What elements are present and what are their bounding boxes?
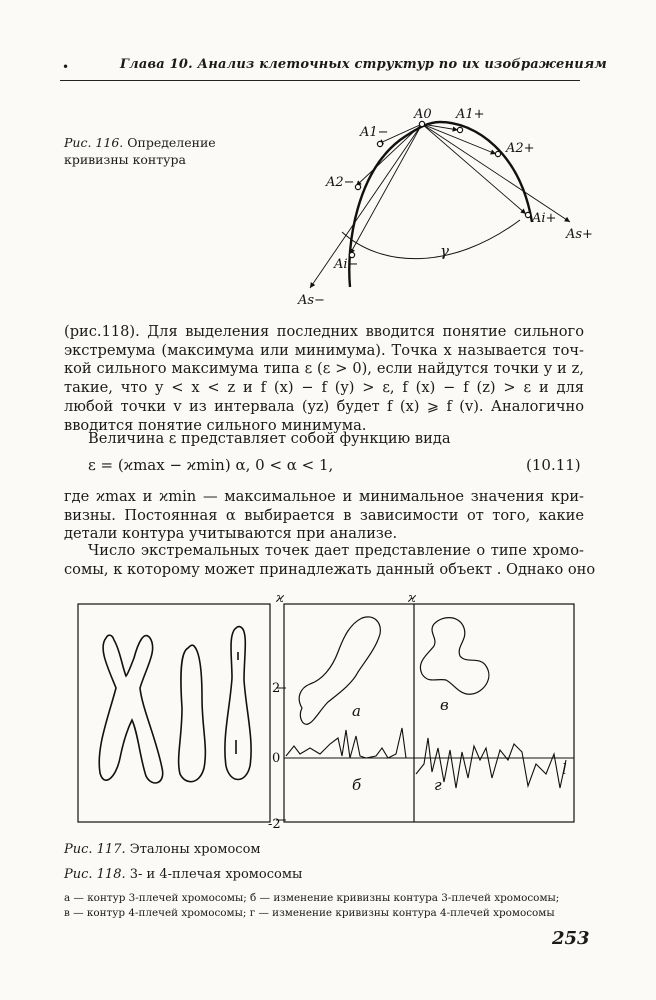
label-g: г	[434, 776, 442, 794]
contour-a	[299, 617, 380, 724]
axis-kappa-right: ϰ	[408, 591, 417, 606]
figure-116-diagram	[280, 92, 600, 312]
text-line: вводится понятие сильного минимума.	[64, 416, 367, 434]
figures-117-118	[76, 588, 586, 838]
label-A1-minus: A1−	[360, 125, 389, 140]
tick-minus-2: -2	[268, 817, 281, 832]
label-A1-plus: A1+	[456, 107, 485, 122]
text-line: детали контура учитываются при анализе.	[64, 525, 398, 543]
label-A0: A0	[414, 107, 432, 122]
axis-kappa-left: ϰ	[276, 591, 285, 606]
figure-117-label: Рис. 117.	[64, 842, 126, 857]
figure-116-text: Определение кривизны контура	[64, 135, 216, 167]
header-bullet: •	[62, 60, 70, 74]
tick-0: 0	[272, 751, 281, 766]
label-As-minus: As−	[298, 293, 325, 308]
contour-curve	[349, 122, 532, 287]
figure-118-label: Рис. 118.	[64, 867, 126, 882]
figure-118-frame	[284, 604, 574, 822]
text-line: (рис.118). Для выделения последних вводится понятие сильного	[64, 323, 584, 340]
figure-118-text: 3- и 4-плечая хромосомы	[129, 867, 303, 882]
page-number: 253	[552, 928, 590, 949]
figure-118-caption	[64, 867, 302, 882]
text-line: любой точки v из интервала (yz) будет f (x) ⩾ f (v). Аналогично	[64, 397, 584, 415]
label-gamma: γ	[440, 242, 449, 260]
tick-2: 2	[272, 681, 281, 696]
label-Ai-minus: Ai−	[334, 257, 359, 272]
label-a: а	[352, 702, 361, 720]
legend-line: в — контур 4-плечей хромосомы; г — изменение кривизны контура 4-плечей хромосомы	[64, 907, 555, 919]
paragraph-epsilon-intro: Величина ε представляет собой функцию вида	[88, 430, 451, 447]
text-line: кой сильного максимума типа ε (ε > 0), если найдутся точки y и z,	[64, 360, 584, 378]
contour-v	[420, 618, 489, 695]
curve-b	[286, 728, 406, 758]
text-line: где ϰmax и ϰmin — максимальное и минимальное значения кри-	[64, 488, 584, 505]
gamma-arc	[342, 220, 520, 259]
text-line: такие, что y < x < z и f (x) − f (y) > ε, f (x) − f (z) > ε и для	[64, 379, 584, 397]
text-line: Число экстремальных точек дает представление о типе хромо-	[88, 542, 584, 559]
figure-117-caption	[64, 842, 261, 857]
legend-line: а — контур 3-плечей хромосомы; б — изменение кривизны контура 3-плечей хромосомы;	[64, 892, 560, 904]
label-A2-plus: A2+	[506, 141, 535, 156]
label-A2-minus: A2−	[326, 175, 355, 190]
figure-116-caption	[64, 134, 284, 168]
paragraph-kappa	[64, 488, 584, 544]
running-head: Глава 10. Анализ клеточных структур по их изображениям	[120, 57, 607, 72]
label-v: в	[440, 696, 449, 714]
text-line: визны. Постоянная α выбирается в зависимости от того, какие	[64, 506, 584, 524]
label-b: б	[352, 776, 362, 794]
figure-116-label: Рис. 116.	[64, 135, 124, 150]
label-l: l	[562, 760, 567, 778]
formula-10-11: ε = (ϰmax − ϰmin) α, 0 < α < 1,	[88, 456, 334, 474]
label-As-plus: As+	[566, 227, 593, 242]
label-Ai-plus: Ai+	[532, 211, 557, 226]
text-line: экстремума (максимума или минимума). Точка x называется точ-	[64, 341, 584, 359]
paragraph-strong-extremum	[64, 323, 584, 435]
paragraph-extremal-points	[64, 542, 596, 579]
figure-117-chromosomes	[99, 627, 251, 783]
text-line: сомы, к которому может принадлежать данный объект . Однако оно	[64, 560, 596, 578]
figure-117-text: Эталоны хромосом	[129, 842, 261, 857]
equation-number: (10.11)	[526, 456, 581, 474]
figure-118-legend	[64, 891, 604, 921]
